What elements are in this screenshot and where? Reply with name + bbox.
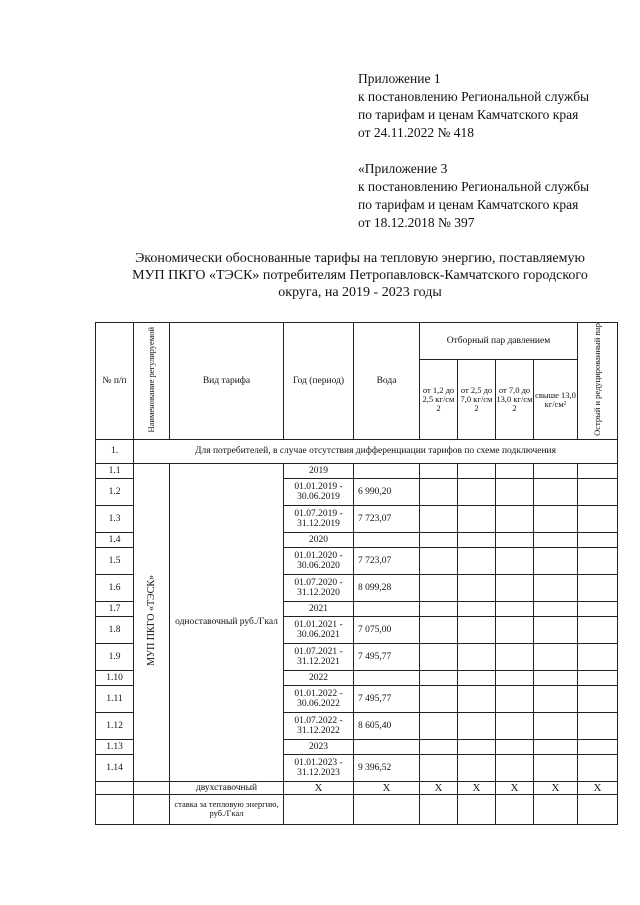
- empty-cell: [420, 670, 458, 685]
- empty-cell: [496, 643, 534, 670]
- header-steam-group: Отборный пар давлением: [420, 323, 578, 360]
- row-period: 01.07.2020 - 31.12.2020: [284, 574, 354, 601]
- appendix-3-line: к постановлению Региональной службы: [358, 179, 590, 194]
- section-text: Для потребителей, в случае отсутствия дифференциации тарифов по схеме подключения: [134, 439, 618, 463]
- appendix-3-line: по тарифам и ценам Камчатского края: [358, 197, 579, 212]
- header-org: Наименование регулируемой: [134, 323, 170, 440]
- empty-cell: [578, 505, 618, 532]
- empty-cell: [458, 670, 496, 685]
- row-period: 2022: [284, 670, 354, 685]
- row-num: 1.3: [96, 505, 134, 532]
- row-water-value: [354, 532, 420, 547]
- row-num: 1.14: [96, 754, 134, 781]
- empty-cell: [420, 478, 458, 505]
- title-line: округа, на 2019 - 2023 годы: [278, 285, 442, 300]
- row-period: 2023: [284, 739, 354, 754]
- row-water-value: 8 099,28: [354, 574, 420, 601]
- tariff-table: [95, 322, 618, 825]
- title-line: Экономически обоснованные тарифы на тепловую энергию, поставляемую: [135, 251, 585, 266]
- heat-rate-label: ставка за тепловую энергию, руб./Гкал: [170, 794, 284, 824]
- empty-cell: [458, 463, 496, 478]
- empty-cell: [534, 643, 578, 670]
- row-water-value: 7 075,00: [354, 616, 420, 643]
- appendix-1-line: Приложение 1: [358, 71, 441, 86]
- x-mark: Х: [458, 781, 496, 794]
- empty-cell: [134, 794, 170, 824]
- empty-cell: [578, 463, 618, 478]
- empty-cell: [458, 712, 496, 739]
- row-num: 1.9: [96, 643, 134, 670]
- row-num: 1.10: [96, 670, 134, 685]
- empty-cell: [578, 739, 618, 754]
- empty-cell: [458, 616, 496, 643]
- x-mark: Х: [578, 781, 618, 794]
- empty-cell: [420, 463, 458, 478]
- empty-cell: [496, 685, 534, 712]
- empty-cell: [578, 685, 618, 712]
- row-period: 01.01.2019 - 30.06.2019: [284, 478, 354, 505]
- row-water-value: 7 723,07: [354, 547, 420, 574]
- empty-cell: [534, 463, 578, 478]
- empty-cell: [420, 616, 458, 643]
- row-period: 01.01.2020 - 30.06.2020: [284, 547, 354, 574]
- empty-cell: [420, 574, 458, 601]
- empty-cell: [420, 794, 458, 824]
- appendix-1-block: [358, 70, 589, 142]
- org-name: [134, 463, 170, 781]
- empty-cell: [496, 532, 534, 547]
- row-period: 01.01.2022 - 30.06.2022: [284, 685, 354, 712]
- empty-cell: [496, 574, 534, 601]
- empty-cell: [496, 601, 534, 616]
- empty-cell: [534, 685, 578, 712]
- empty-cell: [458, 601, 496, 616]
- empty-cell: [578, 712, 618, 739]
- row-water-value: 7 495,77: [354, 643, 420, 670]
- empty-cell: [458, 794, 496, 824]
- empty-cell: [578, 616, 618, 643]
- org-name-text: МУП ПКГО «ТЭСК»: [145, 575, 157, 667]
- section-num: 1.: [96, 439, 134, 463]
- header-tariff-type: Вид тарифа: [170, 323, 284, 440]
- header-p4: свыше 13,0 кг/см²: [534, 360, 578, 440]
- empty-cell: [420, 685, 458, 712]
- row-water-value: 6 990,20: [354, 478, 420, 505]
- empty-cell: [496, 547, 534, 574]
- empty-cell: [496, 670, 534, 685]
- row-period: 01.01.2021 - 30.06.2021: [284, 616, 354, 643]
- one-rate-tariff: одноставочный руб./Гкал: [170, 463, 284, 781]
- empty-cell: [578, 754, 618, 781]
- x-mark: Х: [496, 781, 534, 794]
- row-water-value: 7 723,07: [354, 505, 420, 532]
- empty-cell: [534, 547, 578, 574]
- header-num: № п/п: [96, 323, 134, 440]
- row-num: 1.2: [96, 478, 134, 505]
- empty-cell: [578, 547, 618, 574]
- empty-cell: [458, 505, 496, 532]
- appendix-3-line: «Приложение 3: [358, 161, 448, 176]
- appendix-3-block: [358, 160, 589, 232]
- row-num: 1.5: [96, 547, 134, 574]
- row-period: 2020: [284, 532, 354, 547]
- empty-cell: [458, 532, 496, 547]
- empty-cell: [496, 478, 534, 505]
- x-mark: Х: [420, 781, 458, 794]
- empty-cell: [496, 794, 534, 824]
- empty-cell: [420, 754, 458, 781]
- appendix-1-line: от 24.11.2022 № 418: [358, 125, 474, 140]
- row-period: 01.07.2019 - 31.12.2019: [284, 505, 354, 532]
- row-num: 1.1: [96, 463, 134, 478]
- x-mark: Х: [284, 781, 354, 794]
- empty-cell: [534, 574, 578, 601]
- row-water-value: [354, 463, 420, 478]
- table-row: [96, 463, 618, 478]
- empty-cell: [420, 505, 458, 532]
- empty-cell: [534, 670, 578, 685]
- empty-cell: [534, 739, 578, 754]
- row-water-value: 9 396,52: [354, 754, 420, 781]
- empty-cell: [496, 754, 534, 781]
- appendix-1-line: по тарифам и ценам Камчатского края: [358, 107, 579, 122]
- x-mark: Х: [354, 781, 420, 794]
- header-period: Год (период): [284, 323, 354, 440]
- empty-cell: [458, 739, 496, 754]
- row-water-value: [354, 739, 420, 754]
- empty-cell: [534, 794, 578, 824]
- empty-cell: [496, 505, 534, 532]
- row-period: 01.07.2021 - 31.12.2021: [284, 643, 354, 670]
- empty-cell: [578, 601, 618, 616]
- empty-cell: [458, 574, 496, 601]
- row-num: 1.11: [96, 685, 134, 712]
- empty-cell: [496, 616, 534, 643]
- empty-cell: [534, 505, 578, 532]
- empty-cell: [496, 463, 534, 478]
- x-mark: Х: [534, 781, 578, 794]
- empty-cell: [134, 781, 170, 794]
- empty-cell: [458, 643, 496, 670]
- empty-cell: [534, 532, 578, 547]
- row-water-value: [354, 601, 420, 616]
- empty-cell: [534, 478, 578, 505]
- title-line: МУП ПКГО «ТЭСК» потребителям Петропавловск-Камчатского городского: [132, 268, 588, 283]
- header-p1: от 1,2 до 2,5 кг/см 2: [420, 360, 458, 440]
- empty-cell: [96, 781, 134, 794]
- header-sharp-steam: Острый и редуцированный пар: [578, 323, 618, 440]
- empty-cell: [578, 643, 618, 670]
- row-period: 2019: [284, 463, 354, 478]
- row-period: 01.07.2022 - 31.12.2022: [284, 712, 354, 739]
- empty-cell: [578, 574, 618, 601]
- header-water: Вода: [354, 323, 420, 440]
- header-p3: от 7,0 до 13,0 кг/см 2: [496, 360, 534, 440]
- empty-cell: [578, 478, 618, 505]
- empty-cell: [458, 754, 496, 781]
- two-rate-row: [96, 781, 618, 794]
- row-water-value: [354, 670, 420, 685]
- empty-cell: [534, 601, 578, 616]
- appendix-3-line: от 18.12.2018 № 397: [358, 215, 475, 230]
- document-title: [95, 250, 625, 301]
- empty-cell: [96, 794, 134, 824]
- empty-cell: [578, 532, 618, 547]
- heat-rate-row: [96, 794, 618, 824]
- empty-cell: [578, 794, 618, 824]
- row-num: 1.12: [96, 712, 134, 739]
- empty-cell: [420, 712, 458, 739]
- empty-cell: [420, 532, 458, 547]
- empty-cell: [458, 547, 496, 574]
- row-period: 2021: [284, 601, 354, 616]
- row-water-value: 7 495,77: [354, 685, 420, 712]
- row-period: 01.01.2023 - 31.12.2023: [284, 754, 354, 781]
- appendix-1-line: к постановлению Региональной службы: [358, 89, 590, 104]
- empty-cell: [458, 478, 496, 505]
- row-num: 1.8: [96, 616, 134, 643]
- empty-cell: [534, 754, 578, 781]
- empty-cell: [420, 739, 458, 754]
- empty-cell: [284, 794, 354, 824]
- two-rate-label: двухставочный: [170, 781, 284, 794]
- empty-cell: [458, 685, 496, 712]
- empty-cell: [578, 670, 618, 685]
- empty-cell: [496, 712, 534, 739]
- empty-cell: [420, 643, 458, 670]
- row-num: 1.6: [96, 574, 134, 601]
- empty-cell: [534, 616, 578, 643]
- empty-cell: [420, 601, 458, 616]
- row-num: 1.7: [96, 601, 134, 616]
- empty-cell: [354, 794, 420, 824]
- empty-cell: [420, 547, 458, 574]
- row-water-value: 8 605,40: [354, 712, 420, 739]
- row-num: 1.13: [96, 739, 134, 754]
- empty-cell: [496, 739, 534, 754]
- row-num: 1.4: [96, 532, 134, 547]
- header-p2: от 2,5 до 7,0 кг/см 2: [458, 360, 496, 440]
- empty-cell: [534, 712, 578, 739]
